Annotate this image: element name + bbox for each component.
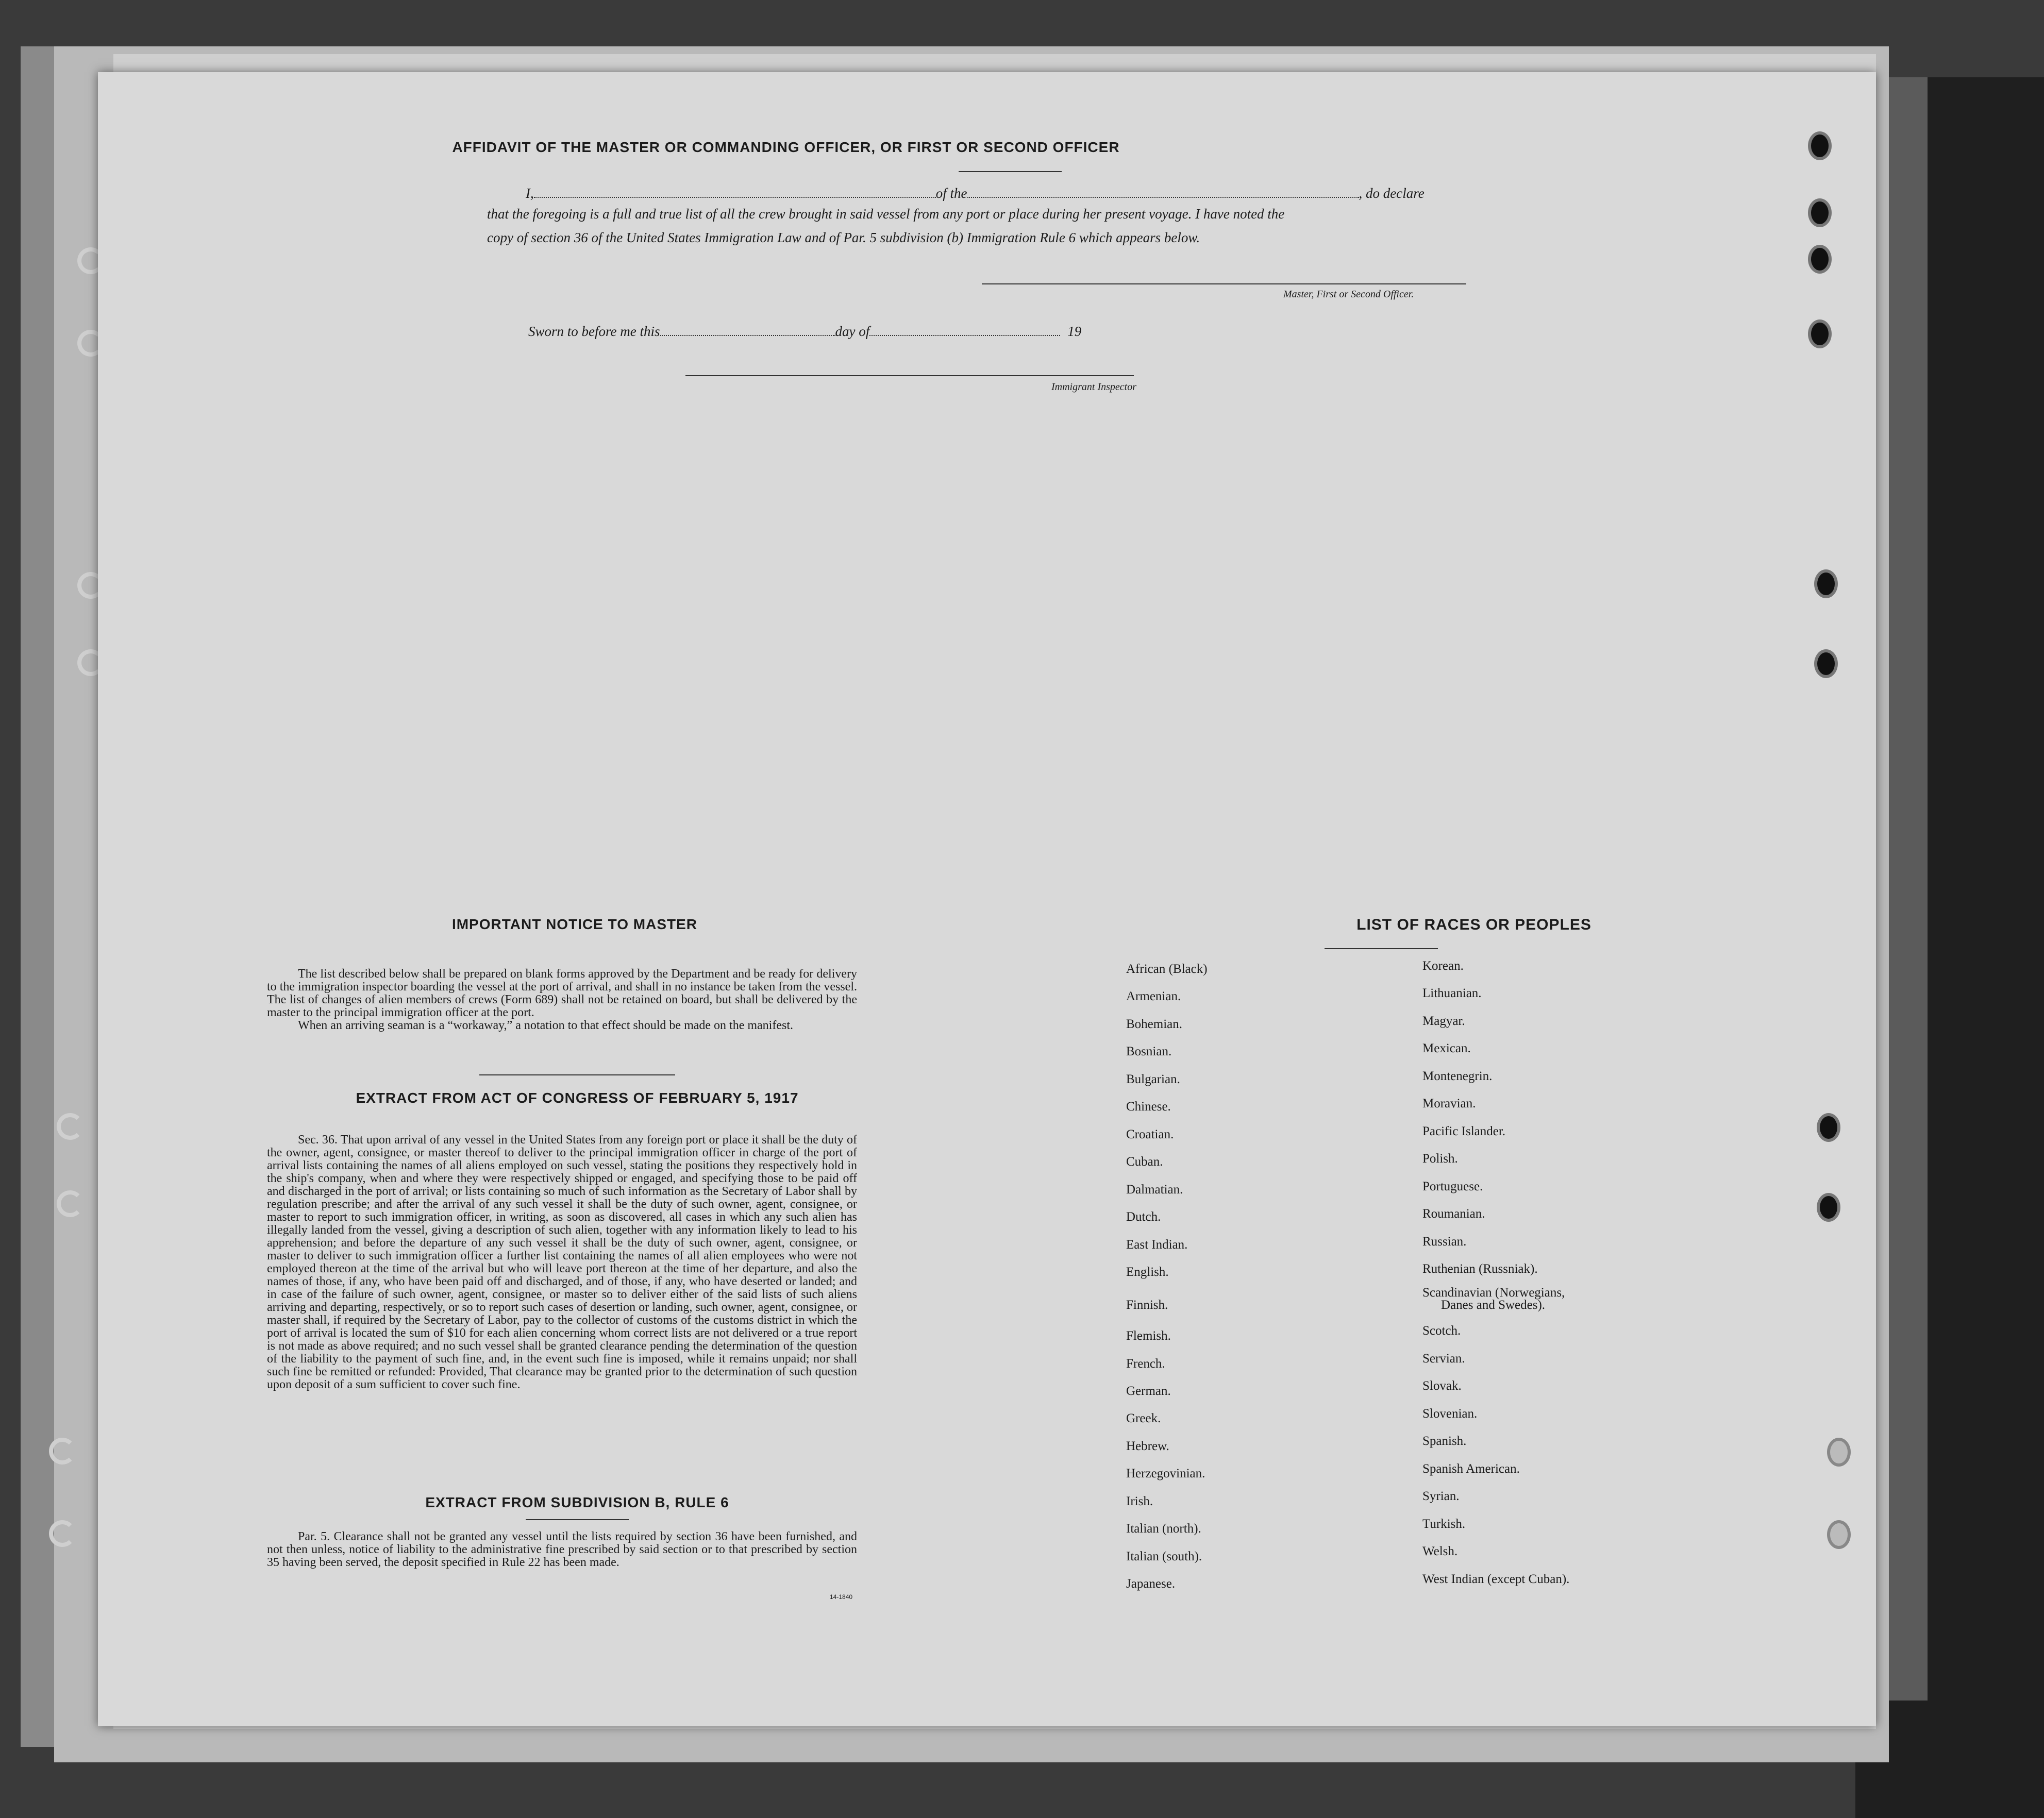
race-item: Welsh. [1422,1544,1458,1558]
extract-rule-title: EXTRACT FROM SUBDIVISION B, RULE 6 [425,1494,729,1510]
race-item: Finnish. [1126,1298,1168,1312]
punch-hole-icon [1814,569,1838,598]
affidavit-title: AFFIDAVIT OF THE MASTER OR COMMANDING OFFICER, OR FIRST OR SECOND OFFICER [452,139,1120,155]
sworn-text: Sworn to before me this [528,324,660,339]
race-item: Slovenian. [1422,1407,1478,1421]
title-underline [959,171,1062,172]
race-item: Danes and Swedes). [1441,1298,1546,1312]
race-item: Cuban. [1126,1155,1163,1169]
binder-ring-icon [49,1438,76,1464]
punch-hole-icon [1808,131,1832,160]
race-item: Flemish. [1126,1329,1171,1343]
races-title: LIST OF RACES OR PEOPLES [1356,916,1591,933]
race-item: Bulgarian. [1126,1072,1180,1086]
sworn-month-blank[interactable] [869,323,1060,336]
race-item: Scandinavian (Norwegians, [1422,1286,1565,1300]
race-item: Italian (north). [1126,1522,1201,1536]
race-item: German. [1126,1384,1171,1398]
punch-hole-icon [1808,245,1832,274]
race-item: Servian. [1422,1352,1465,1366]
race-item: Armenian. [1126,989,1181,1003]
race-item: Polish. [1422,1152,1458,1166]
binder-ring-icon [57,1190,83,1217]
race-item: Roumanian. [1422,1207,1485,1221]
notice-paragraph-2: When an arriving seaman is a “workaway,” a notation to that effect should be made on the manifest. [298,1019,793,1032]
form-page [98,72,1876,1726]
declaration-line-2: that the foregoing is a full and true list of all the crew brought in said vessel from any port or place during her present voyage. I have noted the [487,206,1285,222]
day-of-text: day of [835,324,870,339]
section-divider [479,1074,675,1075]
race-item: Dalmatian. [1126,1183,1183,1197]
race-item: Croatian. [1126,1127,1174,1141]
race-item: African (Black) [1126,962,1208,976]
race-item: Bosnian. [1126,1045,1172,1058]
notice-body [267,968,857,1032]
punch-hole-icon [1827,1520,1851,1549]
punch-hole-icon [1808,319,1832,348]
race-item: Hebrew. [1126,1439,1169,1453]
vessel-blank[interactable] [967,184,1359,198]
inspector-signature-line[interactable] [685,375,1134,376]
signature-line[interactable] [982,283,1466,284]
extract-act-body [267,1134,857,1391]
race-item: West Indian (except Cuban). [1422,1572,1570,1586]
race-item: Pacific Islander. [1422,1124,1506,1138]
declaration-do-declare: , do declare [1359,186,1425,201]
race-item: Portuguese. [1422,1180,1483,1193]
punch-hole-icon [1814,649,1838,678]
race-item: Herzegovinian. [1126,1467,1205,1480]
race-item: Mexican. [1422,1041,1471,1055]
name-blank[interactable] [534,184,936,198]
race-item: Montenegrin. [1422,1069,1493,1083]
declaration-line-3: copy of section 36 of the United States Immigration Law and of Par. 5 subdivision (b) Immigration Rule 6 which appears below. [487,230,1200,245]
race-item: Greek. [1126,1411,1161,1425]
race-item: Scotch. [1422,1324,1461,1338]
signature-label: Master, First or Second Officer. [1283,289,1414,300]
punch-hole-icon [1827,1438,1851,1467]
notice-paragraph-1: The list described below shall be prepared on blank forms approved by the Department and be ready for delivery to the immigration inspector boarding the vessel at the port of arrival, and shall in no instance be taken from the vessel. The list of changes of alien members of crews (Form 689) shall not be retained on board, but shall be delivered by the master to the principal immigration officer at the port. [267,967,857,1019]
extract-rule-text: Par. 5. Clearance shall not be granted any vessel until the lists required by section 36 have been furnished, and not then unless, notice of liability to the administrative fine prescribed by said section or to that prescribed by section 35 having been served, the deposit specified in Rule 22 has been made. [267,1530,857,1569]
punch-hole-icon [1817,1113,1840,1142]
race-item: Russian. [1422,1235,1467,1249]
race-item: Ruthenian (Russniak). [1422,1262,1538,1276]
race-item: French. [1126,1357,1165,1371]
form-number: 14-1840 [830,1593,853,1601]
race-item: Spanish. [1422,1434,1467,1448]
race-item: Chinese. [1126,1100,1171,1114]
binder-ring-icon [49,1520,76,1547]
races-title-underline [1325,948,1438,949]
race-item: Syrian. [1422,1489,1460,1503]
race-item: Bohemian. [1126,1017,1183,1031]
race-item: Moravian. [1422,1097,1476,1110]
extract-rule-body [267,1530,857,1569]
race-item: Magyar. [1422,1014,1465,1028]
binder-ring-icon [57,1113,83,1140]
race-item: Slovak. [1422,1379,1462,1393]
race-item: Italian (south). [1126,1550,1202,1563]
race-item: Korean. [1422,959,1464,973]
notice-title: IMPORTANT NOTICE TO MASTER [451,916,698,932]
race-item: East Indian. [1126,1238,1188,1252]
race-item: Spanish American. [1422,1462,1520,1476]
section-divider [526,1519,629,1520]
extract-act-title: EXTRACT FROM ACT OF CONGRESS OF FEBRUARY 5, 1917 [356,1090,799,1106]
punch-hole-icon [1808,198,1832,227]
race-item: Dutch. [1126,1210,1161,1224]
declaration-of-the: of the [935,186,967,201]
year-prefix: 19 [1067,324,1082,339]
declaration-i: I, [526,186,534,201]
race-item: Turkish. [1422,1517,1466,1531]
race-item: Lithuanian. [1422,986,1482,1000]
race-item: Irish. [1126,1494,1153,1508]
race-item: Japanese. [1126,1577,1176,1591]
extract-act-text: Sec. 36. That upon arrival of any vessel in the United States from any foreign port or place it shall be the duty of the owner, agent, consignee, or master thereof to deliver to the principal immigration officer in charge of the port of arrival lists containing the names of all aliens employed on such vessel, stating the positions they respectively hold in the ship's company, when and where they were respectively shipped or engaged, and specifying those to be paid off and discharged in the port of arrival; or lists containing so much of such information as the Secretary of Labor shall by regulation prescribe; and after the arrival of any such vessel it shall be the duty of such owner, agent, consignee, or master to report to such immigration officer, in writing, as soon as discovered, all cases in which any such alien has illegally landed from the vessel, giving a description of such alien, together with any information likely to lead to his apprehension; and before the departure of any such vessel it shall be the duty of such owner, agent, consignee, or master to deliver to such immigration officer a further list containing the names of all alien employees who were not employed thereon at the time of the arrival but who will leave port thereon at the time of her departure, and also the names of those, if any, who have been paid off and discharged, and of those, if any, who have deserted or landed; and in case of the failure of such owner, agent, consignee, or master so to deliver either of the said lists of such aliens arriving and departing, respectively, or so to report such cases of desertion or landing, such owner, agent, consignee, or master shall, if required by the Secretary of Labor, pay to the collector of customs of the customs district in which the port of arrival is located the sum of $10 for each alien concerning whom correct lists are not delivered or a true report is not made as above required; and no such vessel shall be granted clearance pending the determination of the question of the liability to the payment of such fine, and, in the event such fine is imposed, while it remains unpaid; nor shall such fine be remitted or refunded: Provided, That clearance may be granted prior to the determination of such question upon deposit of a sum sufficient to cover such fine. [267,1133,857,1391]
race-item: English. [1126,1265,1169,1279]
punch-hole-icon [1817,1193,1840,1222]
sworn-line [528,319,1081,343]
inspector-label: Immigrant Inspector [1051,381,1136,393]
sworn-day-blank[interactable] [660,323,835,336]
